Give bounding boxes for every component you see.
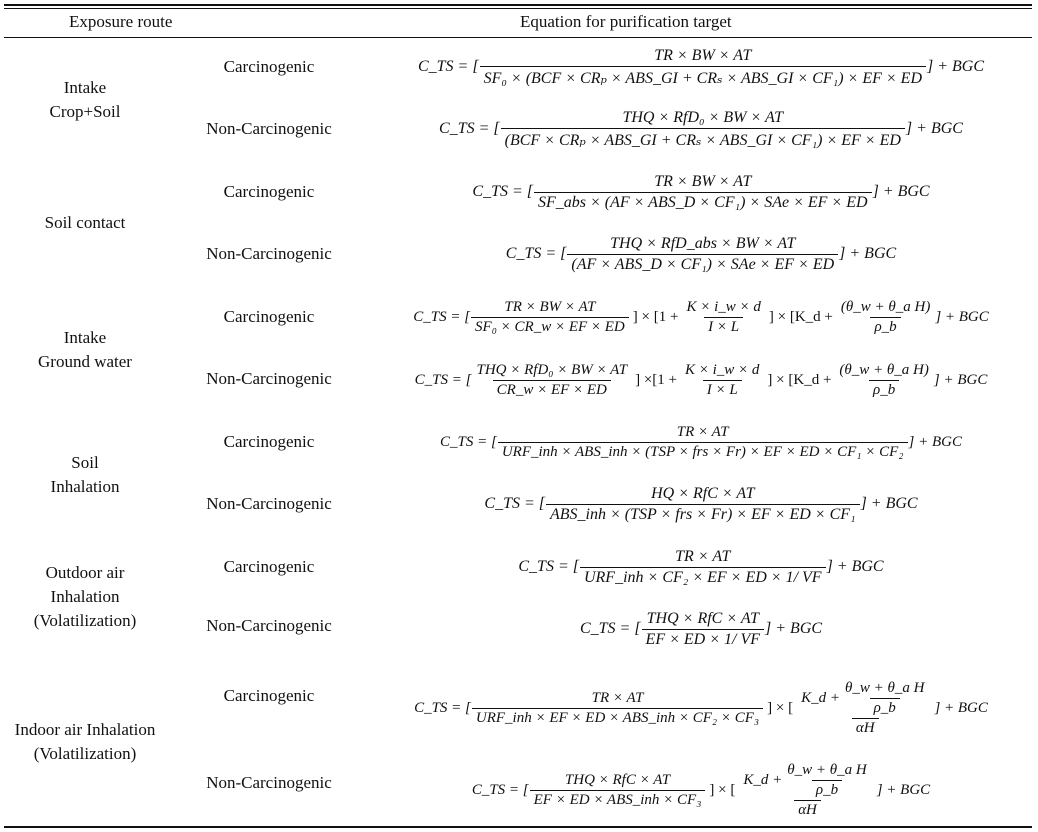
numerator: θ_w + θ_a H	[787, 761, 867, 778]
inner-fraction	[841, 680, 928, 717]
numerator: THQ × RfD_abs × BW × AT	[610, 234, 796, 252]
equation-tail: ] + BGC	[826, 558, 884, 575]
type-label: Carcinogenic	[223, 307, 315, 326]
equation	[370, 108, 1032, 150]
route-line: Soil contact	[44, 213, 126, 232]
fraction	[835, 362, 932, 399]
denominator: EF × ED × 1/ VF	[642, 629, 764, 649]
equation-tail: ] + BGC	[860, 495, 918, 512]
numerator: TR × BW × AT	[654, 172, 752, 190]
type-label: Non-Carcinogenic	[206, 369, 332, 388]
numerator: TR × AT	[676, 423, 729, 440]
operator: ] × [	[767, 699, 794, 716]
equation-tail: ] + BGC	[765, 620, 823, 637]
route-line: Ground water	[38, 352, 132, 371]
denominator: αH	[794, 800, 821, 819]
bottom-rule	[4, 826, 1032, 828]
numerator: THQ × RfD₀ × BW × AT	[622, 108, 784, 126]
route-indoor-air	[4, 718, 166, 766]
numerator: (θ_w + θ_a H)	[839, 361, 929, 378]
type-label: Carcinogenic	[223, 57, 315, 76]
type-label: Non-Carcinogenic	[206, 773, 332, 792]
type-label: Non-Carcinogenic	[206, 616, 332, 635]
route-line: Crop+Soil	[49, 102, 121, 121]
numerator: K × i_w × d	[685, 361, 760, 378]
denominator: ABS_inh × (TSP × frs × Fr) × EF × ED × CF₁	[546, 504, 860, 524]
inner-lhs: K_d +	[801, 689, 840, 706]
fraction	[534, 173, 872, 212]
denominator: I × L	[704, 317, 743, 336]
operator: ] × [1 +	[632, 308, 679, 325]
fraction	[546, 485, 860, 524]
numerator: K × i_w × d	[686, 298, 761, 315]
equation-tail: ] + BGC	[908, 433, 962, 450]
route-line: Soil	[71, 453, 99, 472]
top-rule-thick	[4, 4, 1032, 6]
denominator: ρ_b	[870, 698, 900, 717]
denominator: SF₀ × (BCF × CRₚ × ABS_GI + CRₛ × ABS_GI × CF₁) × EF × ED	[480, 66, 926, 88]
numerator: (θ_w + θ_a H)	[840, 298, 931, 315]
type-label: Carcinogenic	[223, 686, 315, 705]
operator: ] ×[1 +	[635, 371, 677, 388]
equation	[370, 233, 1032, 275]
operator: ] × [K_d +	[768, 308, 833, 325]
fraction	[567, 235, 838, 274]
denominator: URF_inh × EF × ED × ABS_inh × CF₂ × CF₃	[472, 708, 763, 727]
inner-fraction	[783, 762, 870, 799]
header-equation: Equation for purification target	[520, 12, 732, 31]
top-rule-thin	[4, 8, 1032, 9]
equation-lhs: C_TS = [	[505, 245, 567, 262]
route-line: Indoor air Inhalation	[14, 720, 156, 739]
header-bottom-rule	[4, 37, 1032, 38]
route-outdoor-air	[4, 561, 166, 633]
denominator: URF_inh × CF₂ × EF × ED × 1/ VF	[580, 567, 826, 587]
numerator: THQ × RfC × AT	[646, 609, 759, 627]
operator: ] × [	[709, 781, 736, 798]
fraction	[498, 424, 908, 461]
type-label: Carcinogenic	[223, 557, 315, 576]
route-line: Inhalation	[50, 477, 120, 496]
equation	[370, 46, 1032, 88]
equation-lhs: C_TS = [	[579, 620, 641, 637]
inner-lhs: K_d +	[743, 771, 783, 788]
fraction	[580, 548, 826, 587]
equation-lhs: C_TS = [	[440, 433, 497, 450]
nested-fraction	[797, 680, 933, 737]
equation-tail: ] + BGC	[905, 120, 963, 137]
equation-lhs: C_TS = [	[417, 58, 479, 75]
numerator: TR × BW × AT	[504, 298, 596, 315]
equation-lhs: C_TS = [	[471, 781, 529, 798]
numerator: THQ × RfC × AT	[564, 771, 671, 788]
route-soil-inhalation	[4, 451, 166, 499]
equation-lhs: C_TS = [	[472, 183, 533, 200]
numerator: HQ × RfC × AT	[651, 484, 755, 502]
equation-tail: ] + BGC	[934, 699, 988, 716]
nested-fraction	[739, 762, 875, 819]
denominator: I × L	[703, 380, 742, 399]
denominator: (AF × ABS_D × CF₁) × SAe × EF × ED	[567, 254, 838, 274]
fraction	[501, 109, 905, 150]
equation	[370, 483, 1032, 525]
fraction	[472, 362, 631, 399]
denominator: EF × ED × ABS_inh × CF₃	[530, 790, 706, 809]
type-label: Non-Carcinogenic	[206, 494, 332, 513]
fraction	[681, 362, 763, 399]
numerator: θ_w + θ_a H	[844, 679, 925, 696]
fraction	[682, 299, 764, 336]
equation-lhs: C_TS = [	[414, 371, 472, 388]
denominator: SF_abs × (AF × ABS_D × CF₁) × SAe × EF × ED	[534, 192, 872, 212]
route-line: Intake	[63, 78, 107, 97]
equation-lhs: C_TS = [	[413, 308, 471, 325]
equation	[370, 294, 1032, 340]
type-label: Carcinogenic	[223, 432, 315, 451]
equation	[370, 608, 1032, 650]
equation-tail: ] + BGC	[872, 183, 930, 200]
header-exposure-route: Exposure route	[69, 12, 173, 31]
equation-lhs: C_TS = [	[439, 120, 500, 137]
route-intake-crop-soil	[4, 76, 166, 124]
equation-tail: ] + BGC	[927, 58, 985, 75]
equation	[370, 749, 1032, 831]
equation-lhs: C_TS = [	[414, 699, 471, 716]
equation-tail: ] + BGC	[933, 371, 988, 388]
denominator: URF_inh × ABS_inh × (TSP × frs × Fr) × EF × ED × CF₁ × CF₂	[498, 442, 908, 461]
equation-tail: ] + BGC	[839, 245, 897, 262]
numerator	[797, 680, 933, 718]
route-line: Intake	[63, 328, 107, 347]
type-label: Carcinogenic	[223, 182, 315, 201]
equation	[370, 546, 1032, 588]
numerator	[739, 762, 875, 800]
type-label: Non-Carcinogenic	[206, 119, 332, 138]
route-soil-contact	[4, 211, 166, 235]
denominator: ρ_b	[869, 380, 899, 399]
equation-tail: ] + BGC	[876, 781, 931, 798]
route-line: Outdoor air	[45, 563, 125, 582]
route-line: (Volatilization)	[33, 611, 137, 630]
equation-lhs: C_TS = [	[484, 495, 545, 512]
equation-tail: ] + BGC	[935, 308, 989, 325]
equation	[370, 171, 1032, 213]
numerator: TR × AT	[675, 547, 731, 565]
fraction	[472, 690, 763, 727]
denominator: ρ_b	[812, 780, 842, 799]
equation	[370, 357, 1032, 403]
operator: ] × [K_d +	[767, 371, 832, 388]
denominator: CR_w × EF × ED	[493, 380, 611, 399]
route-line: Inhalation	[50, 587, 120, 606]
denominator: αH	[852, 718, 879, 737]
route-intake-ground-water	[4, 326, 166, 374]
equation	[370, 421, 1032, 463]
equation	[370, 664, 1032, 752]
fraction	[530, 772, 706, 809]
numerator: THQ × RfD₀ × BW × AT	[476, 361, 628, 378]
denominator: (BCF × CRₚ × ABS_GI + CRₛ × ABS_GI × CF₁) × EF × ED	[501, 128, 905, 150]
route-line: (Volatilization)	[33, 744, 137, 763]
type-label: Non-Carcinogenic	[206, 244, 332, 263]
fraction	[642, 610, 764, 649]
fraction	[471, 299, 629, 336]
numerator: TR × AT	[591, 689, 644, 706]
fraction	[837, 299, 934, 336]
equation-lhs: C_TS = [	[518, 558, 579, 575]
denominator: ρ_b	[870, 317, 900, 336]
denominator: SF₀ × CR_w × EF × ED	[471, 317, 629, 336]
fraction	[480, 47, 926, 88]
numerator: TR × BW × AT	[654, 46, 752, 64]
